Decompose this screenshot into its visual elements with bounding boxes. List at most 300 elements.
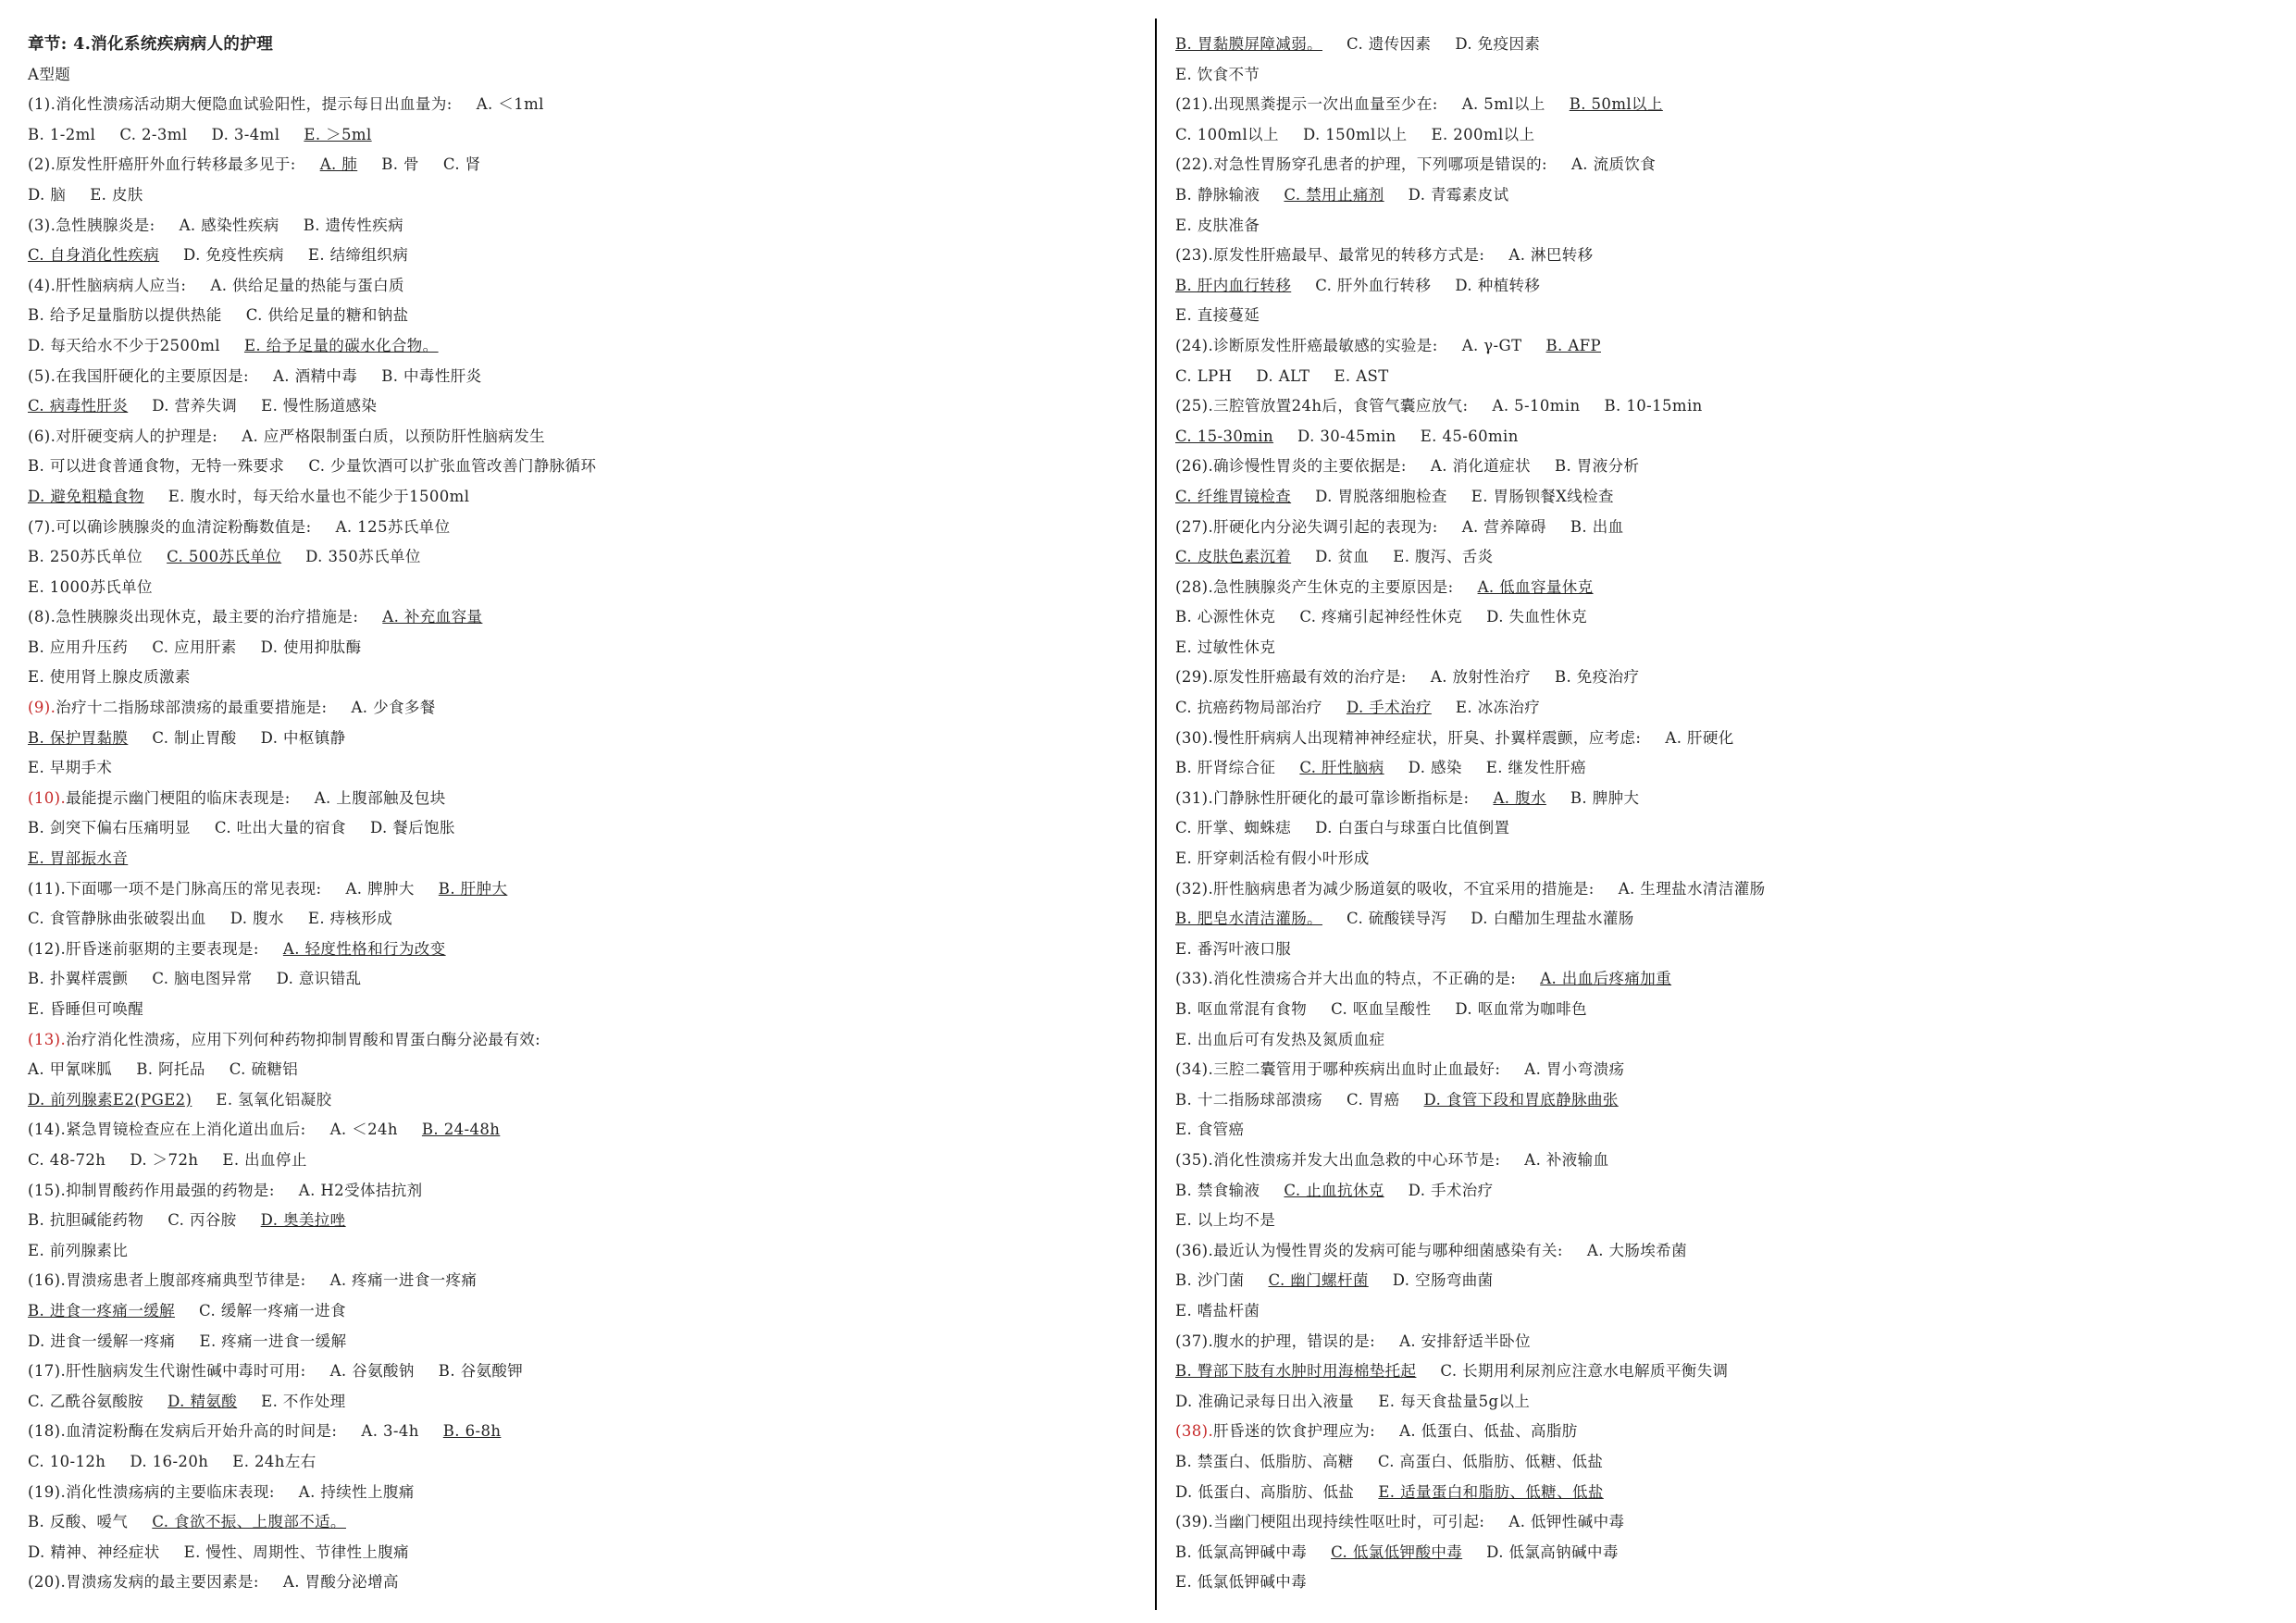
- text-line: [1175, 1296, 2267, 1327]
- text-line: [28, 180, 1129, 211]
- text-segment: D. 低蛋白、高脂肪、低盐: [1175, 1482, 1355, 1501]
- text-segment: C. 脑电图异常: [152, 970, 253, 988]
- text-segment: D. 营养失调: [152, 397, 238, 415]
- answer-text: A. 肺: [319, 155, 358, 174]
- text-segment: A. 125苏氏单位: [335, 517, 451, 536]
- text-line: [28, 150, 1129, 180]
- answer-text: A. 出血后疼痛加重: [1540, 970, 1672, 988]
- text-segment: E. 慢性肠道感染: [261, 397, 378, 415]
- text-segment: B. 肝肾综合征: [1175, 759, 1276, 777]
- answer-text: C. 15-30min: [1175, 427, 1274, 445]
- text-line: [1175, 844, 2267, 874]
- answer-text: B. 臀部下肢有水肿时用海棉垫托起: [1175, 1362, 1417, 1381]
- text-segment: (37).腹水的护理，错误的是:: [1175, 1332, 1376, 1350]
- text-segment: E. 冰冻治疗: [1455, 699, 1541, 717]
- text-segment: D. 低氯高钠碱中毒: [1486, 1542, 1619, 1561]
- answer-text: B. 进食一疼痛一缓解: [28, 1301, 176, 1319]
- text-segment: A. 消化道症状: [1430, 457, 1531, 476]
- text-segment: A. 疼痛一进食一疼痛: [329, 1271, 478, 1290]
- text-segment: C. 食管静脉曲张破裂出血: [28, 910, 206, 928]
- text-line: [28, 1478, 1129, 1508]
- text-segment: (36).最近认为慢性胃炎的发病可能与哪种细菌感染有关:: [1175, 1241, 1563, 1259]
- answer-text: D. 食管下段和胃底静脉曲张: [1423, 1090, 1619, 1109]
- text-segment: B. 禁蛋白、低脂肪、高糖: [1175, 1452, 1354, 1470]
- text-segment: E. 皮肤准备: [1175, 216, 1260, 234]
- text-segment: A. 胃酸分泌增高: [282, 1573, 399, 1592]
- text-segment: A. 低蛋白、低盐、高脂肪: [1399, 1422, 1578, 1441]
- text-line: [28, 301, 1129, 331]
- text-segment: (11).下面哪一项不是门脉高压的常见表现:: [28, 879, 322, 898]
- text-line: [28, 1206, 1129, 1236]
- text-segment: D. 空肠弯曲菌: [1392, 1271, 1494, 1290]
- text-segment: A. 大肠埃希菌: [1586, 1241, 1687, 1259]
- text-line: [1175, 1236, 2267, 1267]
- text-line: [1175, 180, 2267, 211]
- text-segment: B. 1-2ml: [28, 125, 96, 143]
- text-segment: C. 肾: [442, 155, 481, 174]
- text-line: [28, 904, 1129, 935]
- answer-text: B. 6-8h: [442, 1422, 502, 1441]
- answer-text: D. 前列腺素E2(PGE2): [28, 1090, 192, 1109]
- text-line: [1175, 452, 2267, 482]
- text-line: [1175, 271, 2267, 302]
- text-segment: C. 缓解一疼痛一进食: [199, 1301, 346, 1319]
- text-line: [28, 844, 1129, 874]
- text-line: [1175, 1567, 2267, 1598]
- answer-text: B. 肝肿大: [438, 879, 508, 898]
- question-number: (38).: [1175, 1422, 1214, 1441]
- text-line: [28, 422, 1129, 452]
- text-segment: E. 痔核形成: [307, 910, 393, 928]
- text-line: [1175, 301, 2267, 331]
- text-segment: A. 胃小弯溃疡: [1524, 1060, 1625, 1079]
- text-segment: (34).三腔二囊管用于哪种疾病出血时止血最好:: [1175, 1060, 1501, 1079]
- text-segment: A. 淋巴转移: [1508, 246, 1594, 265]
- answer-text: B. 保护胃黏膜: [28, 728, 129, 747]
- text-segment: 章节: 4.消化系统疾病病人的护理: [28, 35, 274, 54]
- text-segment: C. 10-12h: [28, 1452, 106, 1470]
- text-segment: C. 乙酰谷氨酸胺: [28, 1392, 144, 1410]
- text-segment: B. 谷氨酸钾: [438, 1362, 524, 1381]
- text-segment: (1).消化性溃疡活动期大便隐血试验阳性，提示每日出血量为:: [28, 95, 453, 114]
- text-segment: D. ALT: [1256, 366, 1310, 385]
- text-segment: B. 可以进食普通食物，无特一殊要求: [28, 457, 285, 476]
- text-line: [1175, 542, 2267, 573]
- text-segment: E. 使用肾上腺皮质激素: [28, 668, 191, 687]
- text-segment: A. 安排舒适半卧位: [1399, 1332, 1531, 1350]
- text-segment: (17).肝性脑病发生代谢性碱中毒时可用:: [28, 1362, 306, 1381]
- text-line: [1175, 482, 2267, 513]
- question-number: (10).: [28, 788, 67, 807]
- text-segment: (15).抑制胃酸药作用最强的药物是:: [28, 1181, 275, 1199]
- text-segment: D. 30-45min: [1297, 427, 1396, 445]
- text-line: [1175, 1025, 2267, 1056]
- text-segment: B. 胃液分析: [1554, 457, 1640, 476]
- text-segment: D. 脑: [28, 185, 67, 204]
- text-segment: (39).当幽门梗阻出现持续性呕吐时，可引起:: [1175, 1513, 1485, 1531]
- text-line: [28, 30, 1129, 60]
- answer-text: E. 胃部振水音: [28, 849, 129, 868]
- text-segment: B. 遗传性疾病: [303, 216, 404, 234]
- text-line: [28, 362, 1129, 392]
- text-segment: (23).原发性肝癌最早、最常见的转移方式是:: [1175, 246, 1485, 265]
- text-segment: B. 反酸、嗳气: [28, 1513, 129, 1531]
- answer-text: C. 低氯低钾酸中毒: [1331, 1542, 1463, 1561]
- text-line: [1175, 1266, 2267, 1296]
- text-segment: E. 出血后可有发热及氮质血症: [1175, 1030, 1385, 1048]
- text-segment: A. 脾肿大: [345, 879, 415, 898]
- text-segment: D. 150ml以上: [1302, 125, 1408, 143]
- text-segment: E. 24h左右: [232, 1452, 316, 1470]
- text-line: [1175, 935, 2267, 965]
- text-segment: A. ＜1ml: [476, 95, 544, 114]
- text-line: [28, 813, 1129, 844]
- text-line: [1175, 813, 2267, 844]
- text-segment: A. 低钾性碱中毒: [1508, 1513, 1625, 1531]
- text-segment: B. 应用升压药: [28, 638, 129, 656]
- text-segment: E. 番泻叶液口服: [1175, 939, 1292, 958]
- answer-text: C. 500苏氏单位: [167, 548, 282, 566]
- answer-text: B. AFP: [1545, 336, 1601, 354]
- text-segment: (7).可以确诊胰腺炎的血清淀粉酶数值是:: [28, 517, 312, 536]
- text-segment: 治疗十二指肠球部溃疡的最重要措施是:: [56, 699, 328, 717]
- text-segment: A. 肝硬化: [1665, 728, 1734, 747]
- text-segment: D. ＞72h: [130, 1150, 199, 1169]
- text-segment: (22).对急性胃肠穿孔患者的护理，下列哪项是错误的:: [1175, 155, 1547, 174]
- text-segment: A. 5-10min: [1492, 397, 1581, 415]
- text-line: [1175, 60, 2267, 91]
- text-segment: (18).血清淀粉酶在发病后开始升高的时间是:: [28, 1422, 338, 1441]
- text-segment: (35).消化性溃疡并发大出血急救的中心环节是:: [1175, 1150, 1501, 1169]
- text-segment: B. 给予足量脂肪以提供热能: [28, 306, 222, 325]
- text-segment: D. 16-20h: [130, 1452, 209, 1470]
- text-line: [1175, 1327, 2267, 1357]
- text-segment: B. 10-15min: [1604, 397, 1703, 415]
- text-line: [28, 1236, 1129, 1267]
- text-segment: E. 肝穿刺活检有假小叶形成: [1175, 849, 1370, 868]
- text-line: [1175, 753, 2267, 784]
- text-segment: A. γ-GT: [1461, 336, 1522, 354]
- text-line: [28, 1055, 1129, 1085]
- text-segment: E. 每天食盐量5g以上: [1378, 1392, 1531, 1410]
- text-segment: B. 抗胆碱能药物: [28, 1211, 144, 1230]
- text-line: [28, 1266, 1129, 1296]
- text-segment: D. 精神、神经症状: [28, 1542, 160, 1561]
- answer-text: E. 适量蛋白和脂肪、低糖、低盐: [1378, 1482, 1604, 1501]
- text-segment: (16).胃溃疡患者上腹部疼痛典型节律是:: [28, 1271, 306, 1290]
- text-segment: (8).急性胰腺炎出现休克，最主要的治疗措施是:: [28, 608, 359, 626]
- text-segment: C. 长期用利尿剂应注意水电解质平衡失调: [1440, 1362, 1729, 1381]
- text-line: [28, 1417, 1129, 1447]
- text-line: [28, 271, 1129, 302]
- text-segment: E. 疼痛一进食一缓解: [199, 1332, 347, 1350]
- text-line: [1175, 513, 2267, 543]
- answer-text: A. 轻度性格和行为改变: [282, 939, 446, 958]
- text-segment: (5).在我国肝硬化的主要原因是:: [28, 366, 249, 385]
- text-line: [28, 1025, 1129, 1056]
- text-line: [28, 331, 1129, 362]
- text-segment: D. 失血性休克: [1486, 608, 1587, 626]
- text-line: [28, 1176, 1129, 1207]
- answer-text: E. ＞5ml: [304, 125, 372, 143]
- text-line: [28, 1538, 1129, 1568]
- text-line: [28, 1085, 1129, 1116]
- text-segment: B. 脾肿大: [1570, 788, 1640, 807]
- text-segment: A. 5ml以上: [1461, 95, 1545, 114]
- text-segment: (25).三腔管放置24h后，食管气囊应放气:: [1175, 397, 1469, 415]
- text-segment: C. 2-3ml: [119, 125, 188, 143]
- text-line: [28, 1296, 1129, 1327]
- text-line: [1175, 211, 2267, 242]
- text-line: [1175, 331, 2267, 362]
- text-segment: (14).紧急胃镜检查应在上消化道出血后:: [28, 1121, 306, 1139]
- text-segment: E. 腹水时，每天给水量也不能少于1500ml: [168, 487, 470, 505]
- answer-text: C. 止血抗休克: [1284, 1181, 1384, 1199]
- text-segment: C. 呕血呈酸性: [1331, 1000, 1432, 1018]
- text-segment: A. 3-4h: [361, 1422, 419, 1441]
- text-segment: E. 200ml以上: [1431, 125, 1535, 143]
- text-segment: A. 补液输血: [1524, 1150, 1609, 1169]
- text-segment: C. 胃癌: [1347, 1090, 1400, 1109]
- text-segment: E. 慢性、周期性、节律性上腹痛: [183, 1542, 410, 1561]
- text-line: [1175, 362, 2267, 392]
- text-line: [1175, 1085, 2267, 1116]
- text-segment: C. 硫糖铝: [229, 1060, 299, 1079]
- text-segment: A. 流质饮食: [1570, 155, 1657, 174]
- text-line: [28, 1357, 1129, 1387]
- text-segment: E. 食管癌: [1175, 1121, 1245, 1139]
- text-line: [28, 1447, 1129, 1478]
- text-line: [1175, 1538, 2267, 1568]
- text-segment: E. 直接蔓延: [1175, 306, 1260, 325]
- answer-text: B. 胃黏膜屏障减弱。: [1175, 35, 1323, 53]
- text-line: [28, 120, 1129, 151]
- text-segment: A. 生理盐水清洁灌肠: [1618, 879, 1766, 898]
- text-line: [1175, 1115, 2267, 1146]
- text-segment: C. LPH: [1175, 366, 1233, 385]
- text-segment: E. 氢氧化铝凝胶: [216, 1090, 332, 1109]
- text-segment: E. 出血停止: [222, 1150, 307, 1169]
- text-segment: D. 手术治疗: [1408, 1181, 1494, 1199]
- text-segment: (4).肝性脑病病人应当:: [28, 276, 187, 294]
- text-segment: (28).急性胰腺炎产生休克的主要原因是:: [1175, 577, 1454, 596]
- text-segment: D. 免疫因素: [1455, 35, 1541, 53]
- column-divider: [1155, 19, 1157, 1610]
- text-segment: A. 感染性疾病: [179, 216, 279, 234]
- text-segment: (24).诊断原发性肝癌最敏感的实验是:: [1175, 336, 1438, 354]
- text-line: [28, 573, 1129, 603]
- text-line: [28, 1115, 1129, 1146]
- text-segment: B. 呕血常混有食物: [1175, 1000, 1308, 1018]
- text-segment: 肝昏迷的饮食护理应为:: [1213, 1422, 1376, 1441]
- text-segment: E. 嗜盐杆菌: [1175, 1301, 1260, 1319]
- text-segment: B. 十二指肠球部溃疡: [1175, 1090, 1323, 1109]
- text-segment: C. 供给足量的糖和钠盐: [245, 306, 409, 325]
- text-segment: A. 甲氰咪胍: [28, 1060, 113, 1079]
- text-segment: C. 制止胃酸: [152, 728, 237, 747]
- text-segment: (3).急性胰腺炎是:: [28, 216, 155, 234]
- text-segment: E. 1000苏氏单位: [28, 577, 153, 596]
- text-line: [1175, 30, 2267, 60]
- text-line: [28, 784, 1129, 814]
- text-line: [28, 602, 1129, 633]
- answer-text: E. 给予足量的碳水化合物。: [243, 336, 439, 354]
- text-segment: A. 持续性上腹痛: [298, 1482, 415, 1501]
- text-segment: D. 3-4ml: [211, 125, 280, 143]
- answer-text: C. 纤维胃镜检查: [1175, 487, 1292, 505]
- answer-text: C. 食欲不振、上腹部不适。: [152, 1513, 346, 1531]
- text-segment: E. 饮食不节: [1175, 65, 1260, 83]
- text-segment: C. 100ml以上: [1175, 125, 1279, 143]
- text-line: [1175, 120, 2267, 151]
- text-segment: (32).肝性脑病患者为减少肠道氨的吸收，不宜采用的措施是:: [1175, 879, 1595, 898]
- text-line: [28, 964, 1129, 995]
- answer-text: B. 50ml以上: [1569, 95, 1663, 114]
- answer-text: C. 皮肤色素沉着: [1175, 548, 1292, 566]
- answer-text: A. 补充血容量: [382, 608, 483, 626]
- text-line: [28, 1567, 1129, 1598]
- text-segment: E. 低氯低钾碱中毒: [1175, 1573, 1308, 1592]
- answer-text: D. 避免粗糙食物: [28, 487, 144, 505]
- text-segment: (6).对肝硬变病人的护理是:: [28, 427, 218, 445]
- text-segment: C. 抗癌药物局部治疗: [1175, 699, 1322, 717]
- text-segment: D. 种植转移: [1455, 276, 1541, 294]
- text-segment: B. 250苏氏单位: [28, 548, 143, 566]
- text-segment: B. 出血: [1570, 517, 1624, 536]
- text-line: [28, 753, 1129, 784]
- text-line: [28, 1327, 1129, 1357]
- text-segment: D. 胃脱落细胞检查: [1315, 487, 1447, 505]
- text-segment: A. 少食多餐: [351, 699, 436, 717]
- text-segment: A. 酒精中毒: [272, 366, 358, 385]
- text-line: [28, 90, 1129, 120]
- text-line: [28, 542, 1129, 573]
- text-segment: D. 白蛋白与球蛋白比值倒置: [1315, 819, 1510, 837]
- answer-text: B. 肝内血行转移: [1175, 276, 1292, 294]
- text-segment: (31).门静脉性肝硬化的最可靠诊断指标是:: [1175, 788, 1470, 807]
- text-line: [28, 60, 1129, 91]
- text-segment: A. 放射性治疗: [1430, 668, 1531, 687]
- text-line: [28, 482, 1129, 513]
- text-line: [28, 633, 1129, 663]
- text-line: [1175, 874, 2267, 905]
- text-line: [1175, 602, 2267, 633]
- text-segment: D. 每天给水不少于2500ml: [28, 336, 220, 354]
- text-line: [1175, 995, 2267, 1025]
- text-segment: B. 禁食输液: [1175, 1181, 1260, 1199]
- text-line: [28, 995, 1129, 1025]
- text-segment: C. 遗传因素: [1347, 35, 1432, 53]
- text-line: [28, 724, 1129, 754]
- text-line: [1175, 1507, 2267, 1538]
- text-segment: A. 供给足量的热能与蛋白质: [210, 276, 404, 294]
- text-segment: E. 胃肠钡餐X线检查: [1471, 487, 1614, 505]
- text-segment: D. 350苏氏单位: [305, 548, 421, 566]
- text-line: [1175, 724, 2267, 754]
- text-segment: E. 昏睡但可唤醒: [28, 1000, 144, 1018]
- text-segment: D. 贫血: [1315, 548, 1370, 566]
- text-segment: (21).出现黑粪提示一次出血量至少在:: [1175, 95, 1438, 114]
- text-segment: E. AST: [1334, 366, 1389, 385]
- text-segment: A. 应严格限制蛋白质，以预防肝性脑病发生: [242, 427, 545, 445]
- text-line: [1175, 693, 2267, 724]
- text-line: [1175, 1357, 2267, 1387]
- question-number: (13).: [28, 1030, 67, 1048]
- text-line: [1175, 150, 2267, 180]
- text-line: [1175, 241, 2267, 271]
- text-segment: D. 中枢镇静: [260, 728, 346, 747]
- text-segment: E. 以上均不是: [1175, 1211, 1276, 1230]
- text-segment: D. 白醋加生理盐水灌肠: [1471, 910, 1634, 928]
- text-line: [1175, 1176, 2267, 1207]
- text-segment: D. 使用抑肽酶: [260, 638, 362, 656]
- text-segment: B. 剑突下偏右压痛明显: [28, 819, 191, 837]
- text-line: [1175, 1146, 2267, 1176]
- text-segment: E. 继发性肝癌: [1485, 759, 1587, 777]
- text-segment: B. 沙门菌: [1175, 1271, 1245, 1290]
- text-line: [1175, 422, 2267, 452]
- text-segment: E. 皮肤: [90, 185, 143, 204]
- text-segment: D. 青霉素皮试: [1408, 185, 1509, 204]
- text-line: [28, 391, 1129, 422]
- answer-text: C. 禁用止痛剂: [1284, 185, 1384, 204]
- text-line: [28, 874, 1129, 905]
- text-segment: (29).原发性肝癌最有效的治疗是:: [1175, 668, 1407, 687]
- question-number: (9).: [28, 699, 56, 717]
- text-segment: D. 意识错乱: [276, 970, 362, 988]
- text-line: [1175, 1478, 2267, 1508]
- text-segment: C. 高蛋白、低脂肪、低糖、低盐: [1377, 1452, 1604, 1470]
- text-line: [28, 935, 1129, 965]
- text-segment: D. 进食一缓解一疼痛: [28, 1332, 176, 1350]
- answer-text: A. 腹水: [1493, 788, 1546, 807]
- text-segment: C. 肝掌、蜘蛛痣: [1175, 819, 1292, 837]
- text-line: [1175, 90, 2267, 120]
- text-segment: (19).消化性溃疡病的主要临床表现:: [28, 1482, 275, 1501]
- text-segment: A型题: [28, 65, 71, 83]
- text-segment: E. 早期手术: [28, 759, 113, 777]
- text-segment: B. 骨: [381, 155, 419, 174]
- text-line: [1175, 391, 2267, 422]
- text-line: [1175, 1206, 2267, 1236]
- text-segment: E. 45-60min: [1420, 427, 1519, 445]
- answer-text: C. 自身消化性疾病: [28, 246, 160, 265]
- answer-text: C. 病毒性肝炎: [28, 397, 129, 415]
- text-line: [1175, 663, 2267, 693]
- text-segment: 最能提示幽门梗阻的临床表现是:: [66, 788, 291, 807]
- text-segment: B. 低氯高钾碱中毒: [1175, 1542, 1308, 1561]
- text-segment: (30).慢性肝病病人出现精神神经症状，肝臭、扑翼样震颤，应考虑:: [1175, 728, 1642, 747]
- text-line: [28, 663, 1129, 693]
- answer-text: B. 肥皂水清洁灌肠。: [1175, 910, 1323, 928]
- text-line: [28, 1387, 1129, 1418]
- answer-text: C. 幽门螺杆菌: [1268, 1271, 1369, 1290]
- text-segment: A. 营养障碍: [1461, 517, 1546, 536]
- answer-text: D. 精氨酸: [168, 1392, 238, 1410]
- text-segment: D. 餐后饱胀: [369, 819, 455, 837]
- text-segment: B. 静脉输液: [1175, 185, 1260, 204]
- text-segment: D. 准确记录每日出入液量: [1175, 1392, 1355, 1410]
- text-line: [1175, 1055, 2267, 1085]
- text-line: [1175, 784, 2267, 814]
- text-line: [1175, 904, 2267, 935]
- text-segment: 治疗消化性溃疡，应用下列何种药物抑制胃酸和胃蛋白酶分泌最有效:: [66, 1030, 541, 1048]
- text-segment: (2).原发性肝癌肝外血行转移最多见于:: [28, 155, 296, 174]
- text-segment: (26).确诊慢性胃炎的主要依据是:: [1175, 457, 1407, 476]
- text-segment: C. 吐出大量的宿食: [214, 819, 346, 837]
- text-line: [1175, 1387, 2267, 1418]
- text-segment: D. 免疫性疾病: [183, 246, 284, 265]
